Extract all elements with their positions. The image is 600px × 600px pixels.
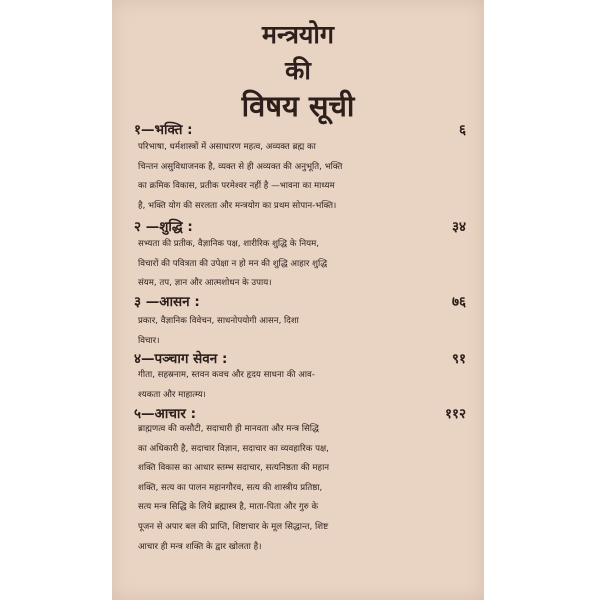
section-page-number: ९१	[451, 351, 466, 367]
description-line: विचारों की पवित्रता की उपेक्षा न हो मन की शुद्धि आहार शुद्धि	[138, 258, 328, 269]
section-page-number: ३४	[451, 219, 466, 235]
description-line: चिन्तन असुविधाजनक है, व्यक्त से ही अव्यक्त की अनुभूति, भक्ति	[138, 161, 343, 172]
section-page-number: ११२	[444, 406, 466, 422]
section-heading: ३ —आसन :	[134, 294, 200, 310]
section-heading: २ —शुद्धि :	[134, 219, 193, 235]
section-description	[138, 312, 462, 351]
description-line: पूजन से अपार बल की प्राप्ति, शिष्टाचार के मूल सिद्धान्त, शिष्ट	[138, 521, 329, 532]
description-line: संयम, तप, ज्ञान और आत्मशोधन के उपाय।	[138, 278, 272, 289]
section-page-number: ७६	[451, 294, 466, 310]
section-heading: १—भक्ति :	[134, 122, 193, 138]
description-line: सत्य मन्त्र सिद्धि के लिये ब्रह्मास्त्र है, माता-पिता और गुरु के	[138, 502, 319, 513]
description-line: शक्ति विकास का आधार स्तम्भ सदाचार, सत्यनिष्ठता की महान	[138, 463, 330, 474]
title-line-3: विषय सूची	[241, 89, 355, 123]
title-line-2: की	[285, 56, 311, 85]
description-line: है, भक्ति योग की सरलता और मन्त्रयोग का प्रथम सोपान-भक्ति।	[138, 200, 337, 211]
description-line: श्यकता और माहात्म्य।	[138, 389, 206, 400]
section-description	[138, 235, 462, 294]
section-description	[138, 138, 462, 216]
book-page	[112, 0, 484, 600]
description-line: सभ्यता की प्रतीक, वैज्ञानिक पक्ष, शारीरिक शुद्धि के नियम,	[138, 239, 319, 249]
description-line: ब्राह्मणत्व की कसौटी, सदाचारी ही मानवता और मन्त्र सिद्धि	[138, 424, 319, 434]
section-heading: ५—आचार :	[134, 406, 197, 422]
section-heading: ४—पञ्चाग सेवन :	[134, 351, 228, 367]
description-line: गीता, सहस्रनाम, स्तवन कवच और हृदय साधना की आव-	[138, 370, 315, 380]
description-line: आचार ही मन्त्र शक्ति के द्वार खोलता है।	[138, 541, 262, 552]
description-line: विचार।	[138, 335, 160, 346]
description-line: का अधिकारी है, सदाचार विज्ञान, सदाचार का व्यवहारिक पक्ष,	[138, 443, 329, 454]
description-line: का क्रमिक विकास, प्रतीक परमेश्वर नहीं है —भावना का माध्यम	[138, 181, 335, 192]
section-page-number: ६	[458, 122, 466, 138]
section-description	[138, 420, 462, 557]
description-line: प्रकार, वैज्ञानिक विवेचन, साधनोपयोगी आसन, दिशा	[138, 316, 299, 326]
description-line: शक्ति, सत्य का पालन महानगौरव, सत्य की शास्त्रीय प्रतिष्ठा,	[138, 482, 323, 493]
description-line: परिभाषा, धर्मशास्त्रों में असाधारण महत्व, अव्यक्त ब्रह्म का	[138, 142, 316, 152]
title-line-1: मन्त्रयोग	[262, 20, 334, 49]
section-description	[138, 366, 462, 405]
